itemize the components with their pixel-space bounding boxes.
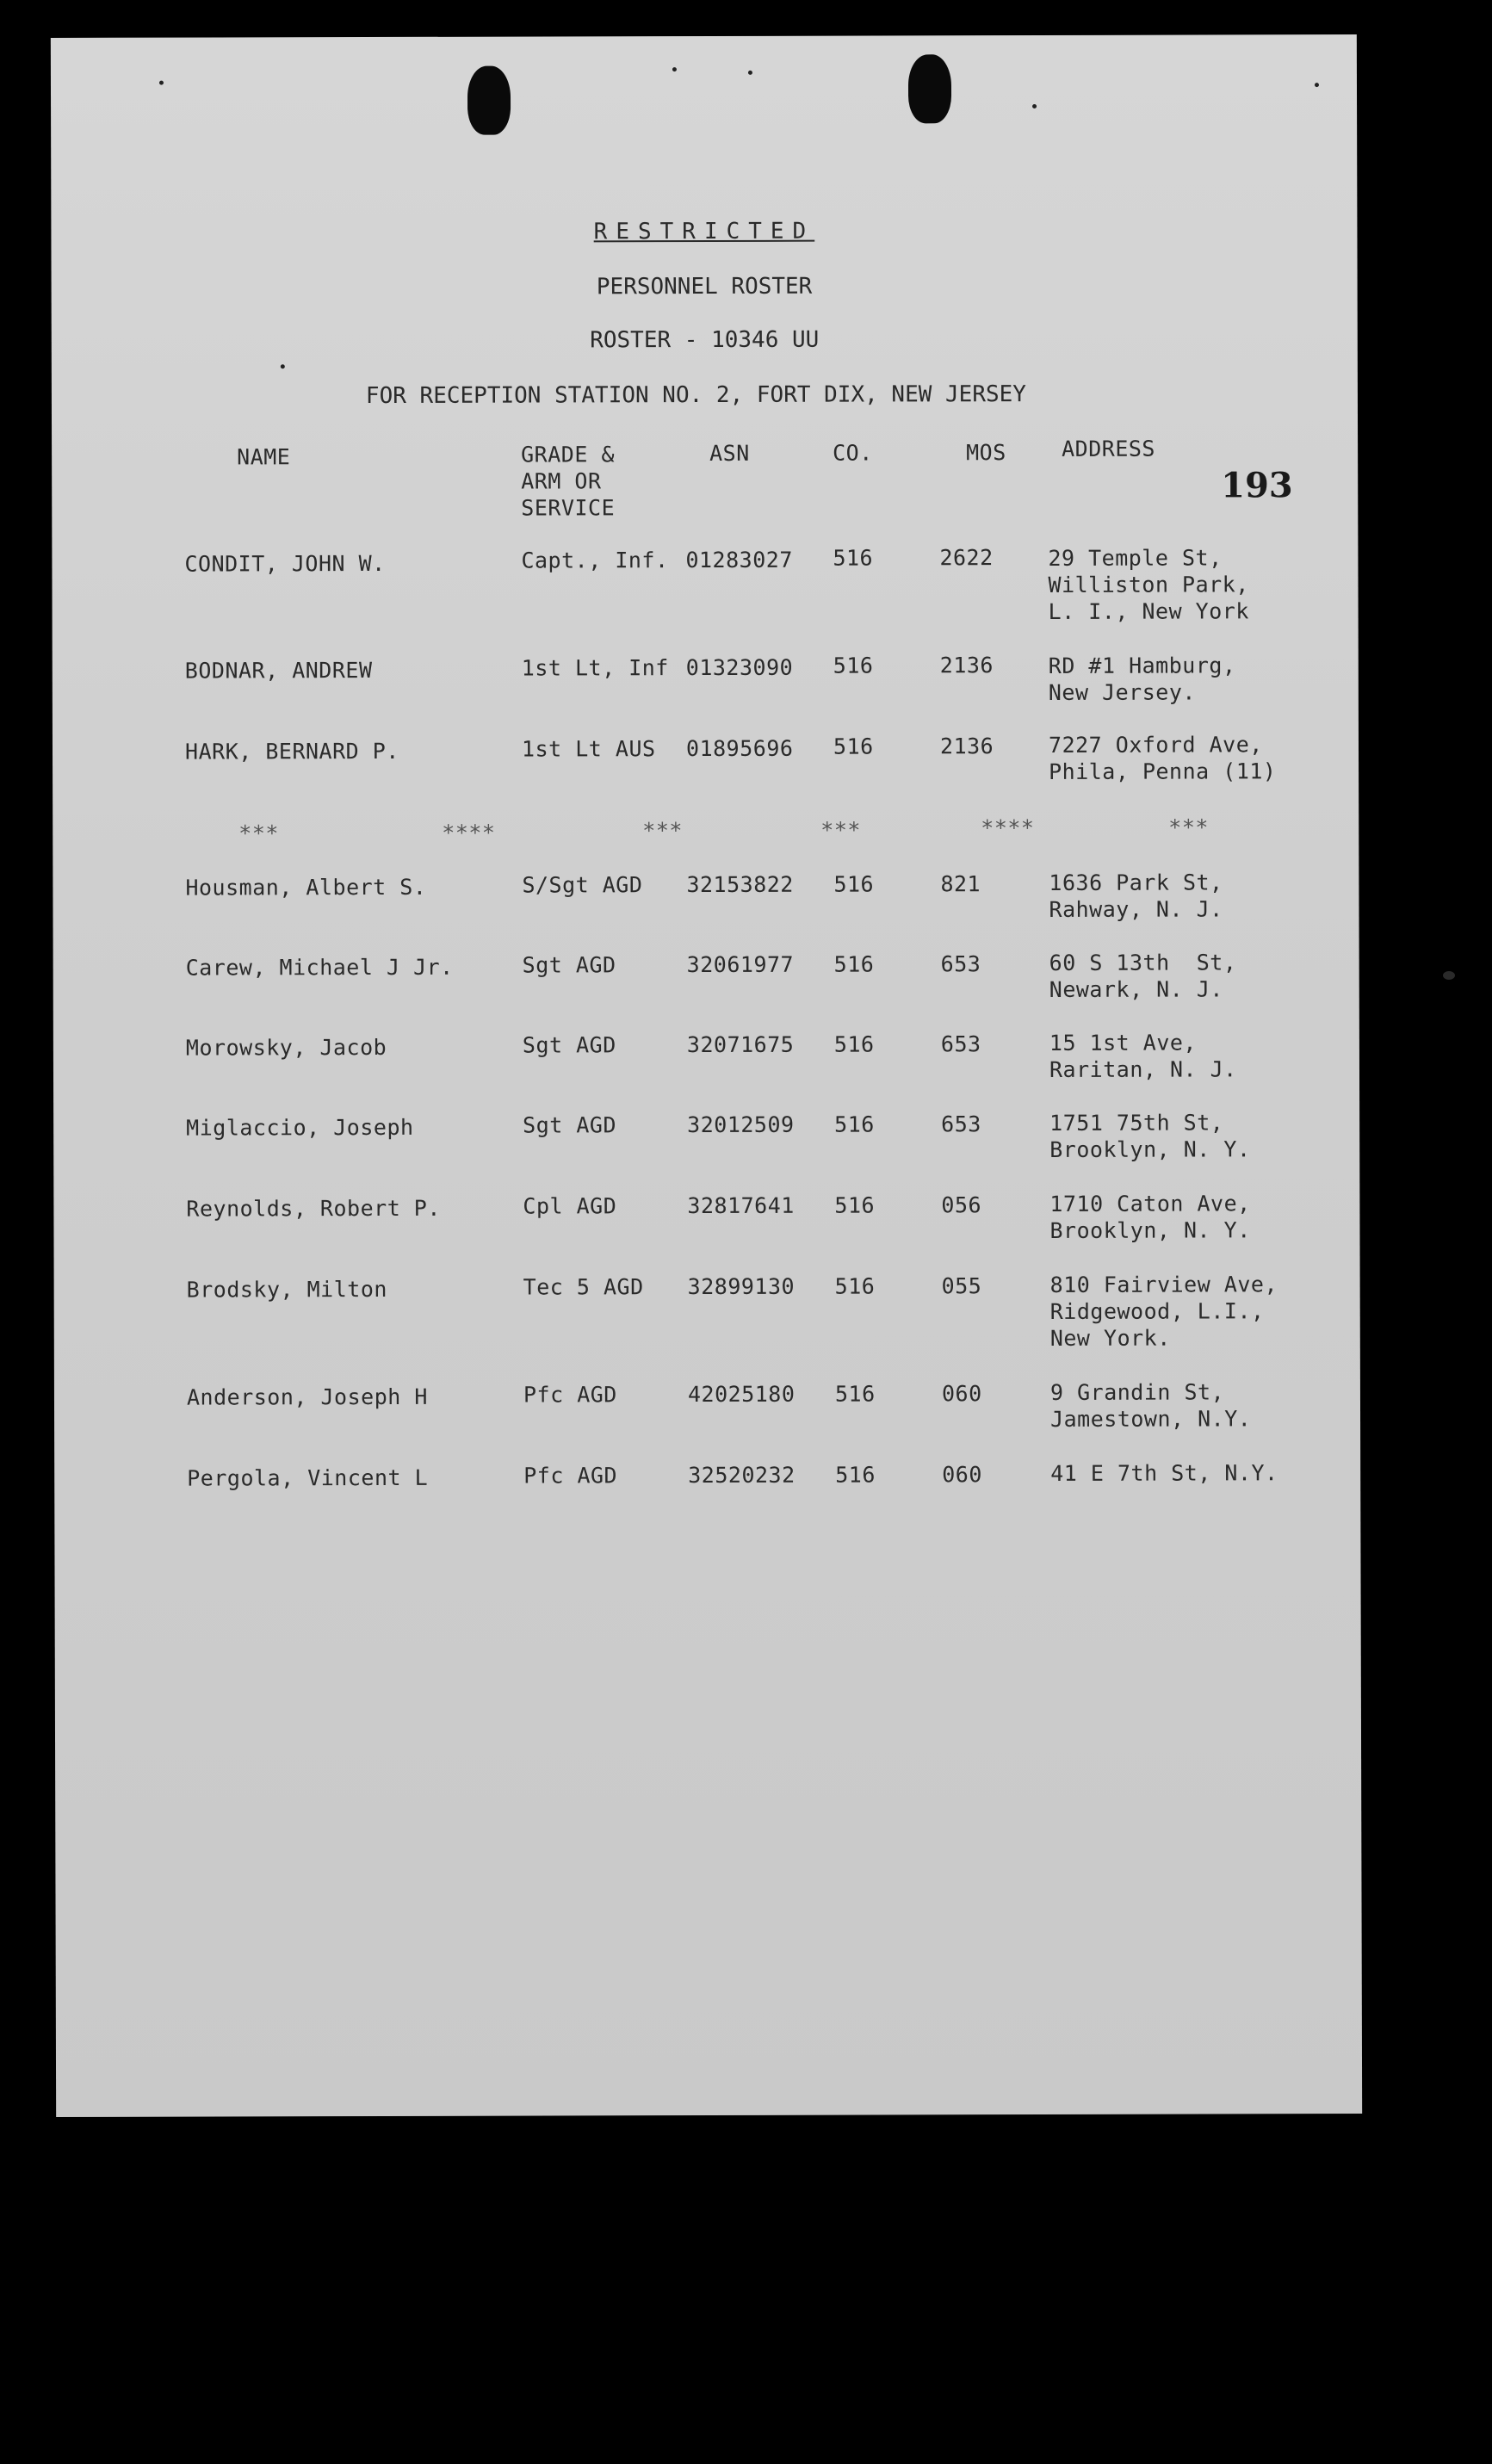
separator-mark: *** [238,820,279,846]
row-co: 516 [834,1192,876,1218]
row-asn: 32899130 [687,1273,796,1300]
row-mos: 653 [940,1031,981,1057]
row-grade: Pfc AGD [523,1382,617,1408]
row-address: 15 1st Ave, Raritan, N. J. [1049,1030,1237,1082]
row-grade: Tec 5 AGD [523,1274,644,1300]
row-co: 516 [833,1031,875,1057]
page-number: 193 [1221,465,1293,506]
row-name: Brodsky, Milton [186,1276,387,1303]
row-grade: Sgt AGD [523,1112,617,1138]
row-address: 41 E 7th St, N.Y. [1050,1460,1278,1486]
row-asn: 32061977 [686,951,795,978]
row-grade: 1st Lt AUS [521,736,656,762]
row-grade: Pfc AGD [523,1463,618,1489]
column-header-address: ADDRESS [1062,436,1155,461]
row-grade: 1st Lt, Inf [521,655,669,681]
row-asn: 32817641 [687,1192,795,1219]
column-header-mos: MOS [966,440,1006,466]
row-address: 9 Grandin St, Jamestown, N.Y. [1049,1379,1252,1432]
row-mos: 653 [941,1111,981,1137]
row-address: RD #1 Hamburg, New Jersey. [1048,653,1236,705]
separator-mark: *** [820,817,861,843]
row-grade: Sgt AGD [522,1032,616,1058]
separator-mark: **** [981,815,1035,841]
row-address: 1710 Caton Ave, Brooklyn, N. Y. [1049,1191,1251,1243]
row-mos: 821 [940,871,981,897]
classification-heading: RESTRICTED [593,218,815,245]
row-asn: 32071675 [686,1031,795,1058]
row-co: 516 [833,951,875,977]
row-name: CONDIT, JOHN W. [184,550,386,577]
row-address: 7227 Oxford Ave, Phila, Penna (11) [1048,732,1277,784]
row-name: HARK, BERNARD P. [184,738,399,765]
speck [672,67,677,71]
row-name: Carew, Michael J Jr. [185,954,454,981]
row-name: Pergola, Vincent L [187,1464,429,1491]
row-name: Miglaccio, Joseph [186,1114,414,1141]
row-mos: 2136 [939,653,994,678]
separator-mark: *** [1168,814,1209,840]
speck [159,81,164,85]
row-mos: 653 [940,951,981,977]
column-header-name: NAME [237,444,291,470]
column-header-asn: ASN [709,440,750,466]
document-title: PERSONNEL ROSTER [596,273,813,300]
row-co: 516 [833,653,874,678]
row-name: Morowsky, Jacob [185,1034,387,1061]
row-co: 516 [834,1273,876,1299]
row-name: Anderson, Joseph H [186,1384,428,1410]
row-name: Reynolds, Robert P. [186,1195,441,1222]
row-mos: 060 [942,1462,982,1488]
roster-number: ROSTER - 10346 UU [590,326,820,354]
row-grade: Capt., Inf. [521,548,669,573]
roster-page [51,34,1362,2117]
row-name: BODNAR, ANDREW [184,658,373,684]
row-asn: 01283027 [685,547,793,573]
row-co: 516 [833,545,874,571]
punch-hole-right [908,54,951,123]
row-asn: 32153822 [686,871,794,898]
row-mos: 055 [941,1273,982,1299]
separator-mark: **** [442,820,496,845]
row-mos: 2622 [939,545,994,571]
speck [748,71,752,75]
speck [1315,83,1319,87]
row-grade: Sgt AGD [522,952,616,978]
row-co: 516 [835,1462,876,1488]
speck [281,364,285,368]
column-header-grade: GRADE & ARM OR SERVICE [521,442,616,521]
separator-mark: *** [642,818,683,844]
speck [1032,104,1037,108]
row-co: 516 [833,734,874,759]
row-asn: 32012509 [687,1111,795,1138]
row-grade: Cpl AGD [523,1193,617,1219]
row-address: 60 S 13th St, Newark, N. J. [1049,950,1237,1002]
punch-hole-left [467,66,511,135]
row-grade: S/Sgt AGD [522,872,643,898]
row-mos: 060 [941,1381,982,1407]
row-address: 29 Temple St, Williston Park, L. I., New York [1048,545,1249,624]
row-address: 1751 75th St, Brooklyn, N. Y. [1049,1110,1251,1162]
row-address: 810 Fairview Ave, Ridgewood, L.I., New York. [1049,1272,1278,1351]
row-mos: 056 [941,1192,982,1218]
row-co: 516 [833,871,875,897]
row-co: 516 [834,1111,875,1137]
row-mos: 2136 [939,734,994,759]
row-asn: 42025180 [687,1381,796,1408]
row-co: 516 [834,1381,876,1407]
column-header-co: CO. [833,440,873,466]
row-name: Housman, Albert S. [185,874,427,901]
row-asn: 32520232 [688,1462,796,1489]
row-address: 1636 Park St, Rahway, N. J. [1049,870,1223,922]
row-asn: 01895696 [685,735,794,762]
station-line: FOR RECEPTION STATION NO. 2, FORT DIX, NEW JERSEY [365,381,1026,410]
row-asn: 01323090 [685,654,794,681]
background-speck [1443,971,1455,980]
